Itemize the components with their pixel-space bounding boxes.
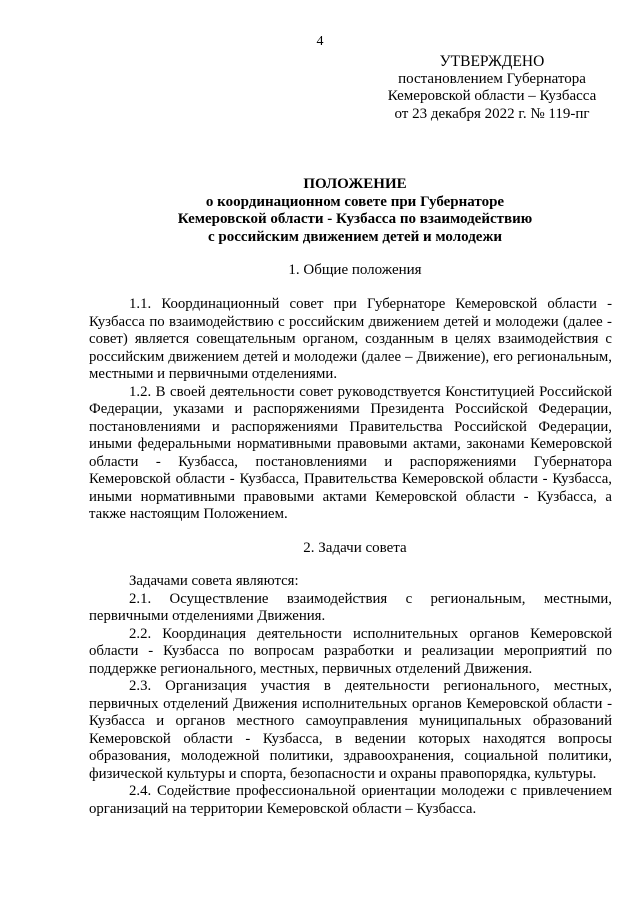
paragraph-tasks-intro: Задачами совета являются:: [129, 573, 299, 589]
approval-line-1: постановлением Губернатора: [398, 70, 586, 87]
paragraph-2-2: 2.2. Координация деятельности исполнительных органов Кемеровской области - Кузбасса по вопросам разработки и реализации мероприятий по поддержке регионального, местных, первичных отделений Движения.: [89, 625, 612, 677]
approval-line-3: от 23 декабря 2022 г. № 119-пг: [394, 105, 590, 122]
page-number: 4: [316, 34, 324, 49]
section-tasks-body: [89, 573, 612, 818]
title-line-3: Кемеровской области - Кузбасса по взаимодействию: [177, 211, 533, 227]
paragraph-2-4: 2.4. Содействие профессиональной ориентации молодежи с привлечением организаций на территории Кемеровской области – Кузбасса.: [89, 783, 612, 817]
section-heading-tasks: 2. Задачи совета: [303, 540, 407, 556]
approval-status: УТВЕРЖДЕНО: [439, 53, 545, 70]
section-heading-general: 1. Общие положения: [288, 262, 422, 278]
title-line-4: с российским движением детей и молодежи: [208, 228, 502, 245]
title-line-2: о координационном совете при Губернаторе: [205, 193, 505, 210]
paragraph-2-1: 2.1. Осуществление взаимодействия с региональным, местными, первичными отделениями Движения.: [89, 590, 612, 624]
approval-block: [372, 53, 612, 123]
title-line-1: ПОЛОЖЕНИЕ: [303, 176, 407, 192]
paragraph-2-3: 2.3. Организация участия в деятельности регионального, местных, первичных отделений Движения исполнительных органов Кемеровской области - Кузбасса и органов местного самоуправления муниципальных образований Кемеровской области - Кузбасса, в ведении которых находятся вопросы образования, молодежной политики, здравоохранения, социальной политики, физической культуры и спорта, безопасности и охраны правопорядка, культуры.: [89, 678, 612, 782]
approval-line-2: Кемеровской области – Кузбасса: [387, 88, 597, 104]
paragraph-1-2: 1.2. В своей деятельности совет руководствуется Конституцией Российской Федерации, указами и распоряжениями Президента Российской Федерации, постановлениями и распоряжениями Правительства Российской Федерации, иными федеральными нормативными правовыми актами, законами Кемеровской области - Кузбасса, постановлениями и распоряжениями Губернатора Кемеровской области - Кузбасса, Правительства Кемеровской области - Кузбасса, иными нормативными правовыми актами Кемеровской области - Кузбасса, а также настоящим Положением.: [89, 383, 612, 522]
section-general-body: [89, 296, 612, 524]
paragraph-1-1: 1.1. Координационный совет при Губернаторе Кемеровской области - Кузбасса по взаимодействию с российским движением детей и молодежи (далее - совет) является совещательным органом, созданным в целях взаимодействия с российским движением детей и молодежи (далее – Движение), его региональным, местными и первичными отделениями.: [89, 296, 612, 382]
document-title: [60, 176, 640, 246]
